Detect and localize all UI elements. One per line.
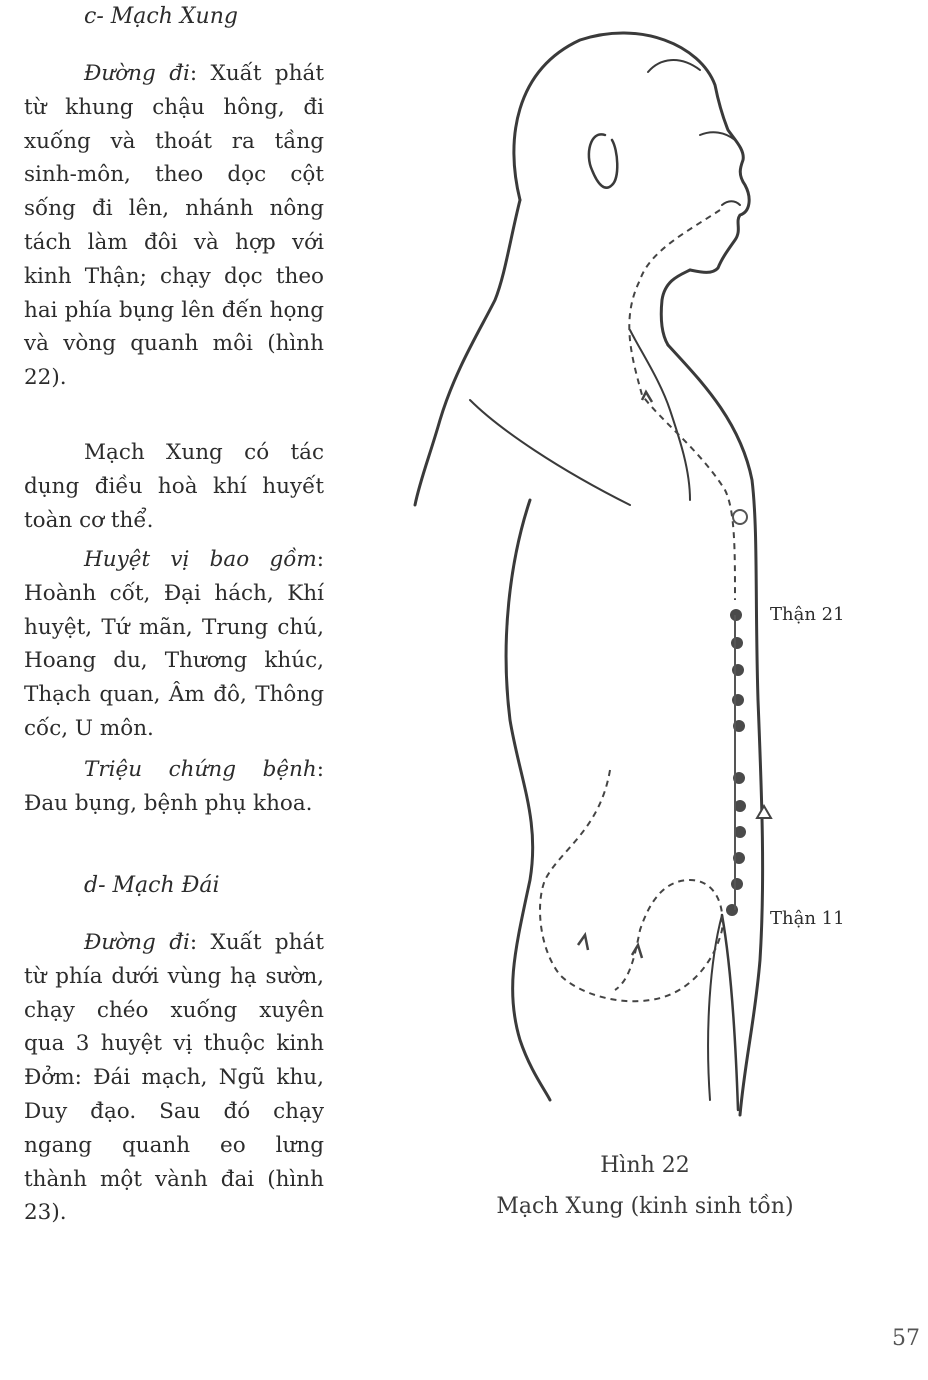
route-label-d: Đường đi [84, 930, 190, 955]
page-number: 57 [892, 1326, 920, 1351]
lower-back-outline [506, 500, 550, 1100]
figure-caption-sub: Mạch Xung (kinh sinh tồn) [496, 1194, 794, 1219]
arrow-up-icon [757, 806, 771, 818]
ear-outline [589, 134, 617, 187]
symptoms-label: Triệu chứng bệnh [84, 757, 317, 782]
body-illustration [400, 20, 900, 1130]
section-c-symptoms [24, 753, 324, 821]
head-outline [514, 33, 749, 272]
section-c-heading: c- Mạch Xung [84, 4, 238, 29]
route-text-d: : Xuất phát từ phía dưới vùng hạ sườn, chạy chéo xuống xuyên qua 3 huyệt vị thuộc kinh Đởm: Đái mạch, Ngũ khu, Duy đạo. Sau đó chạy ngang quanh eo lưng thành một vành đai (hình 23). [24, 930, 325, 1226]
arrow-icon [632, 945, 642, 958]
navel-mark [733, 510, 747, 524]
route-text: : Xuất phát từ khung chậu hông, đi xuống và thoát ra tầng sinh-môn, theo dọc cột sống đi lên, nhánh nông tách làm đôi và hợp với kinh Thận; chạy dọc theo hai phía bụng lên đến họng và vòng quanh môi (hình 22). [24, 61, 325, 391]
label-than-21: Thận 21 [770, 604, 845, 625]
label-than-11: Thận 11 [770, 908, 845, 929]
chest-outline [668, 345, 763, 1115]
points-label: Huyệt vị bao gồm [84, 547, 317, 572]
route-label: Đường đi [84, 61, 190, 86]
back-outline [415, 200, 520, 505]
section-d-route [24, 926, 324, 1230]
arrow-icon [578, 935, 588, 950]
section-c-points [24, 543, 324, 746]
section-c-effect: Mạch Xung có tác dụng điều hoà khí huyết toàn cơ thể. [24, 440, 324, 533]
symptoms-text: : Đau bụng, bệnh phụ khoa. [24, 757, 324, 816]
throat-outline [661, 270, 690, 345]
meridian-lower [540, 770, 723, 1001]
figure-caption-title: Hình 22 [600, 1153, 690, 1178]
points-text: : Hoành cốt, Đại hách, Khí huyệt, Tứ mãn, Trung chú, Hoang du, Thương khúc, Thạch quan, Âm đô, Thông cốc, U môn. [24, 547, 324, 741]
section-c-route [24, 57, 324, 395]
section-d-heading: d- Mạch Đái [84, 873, 220, 898]
